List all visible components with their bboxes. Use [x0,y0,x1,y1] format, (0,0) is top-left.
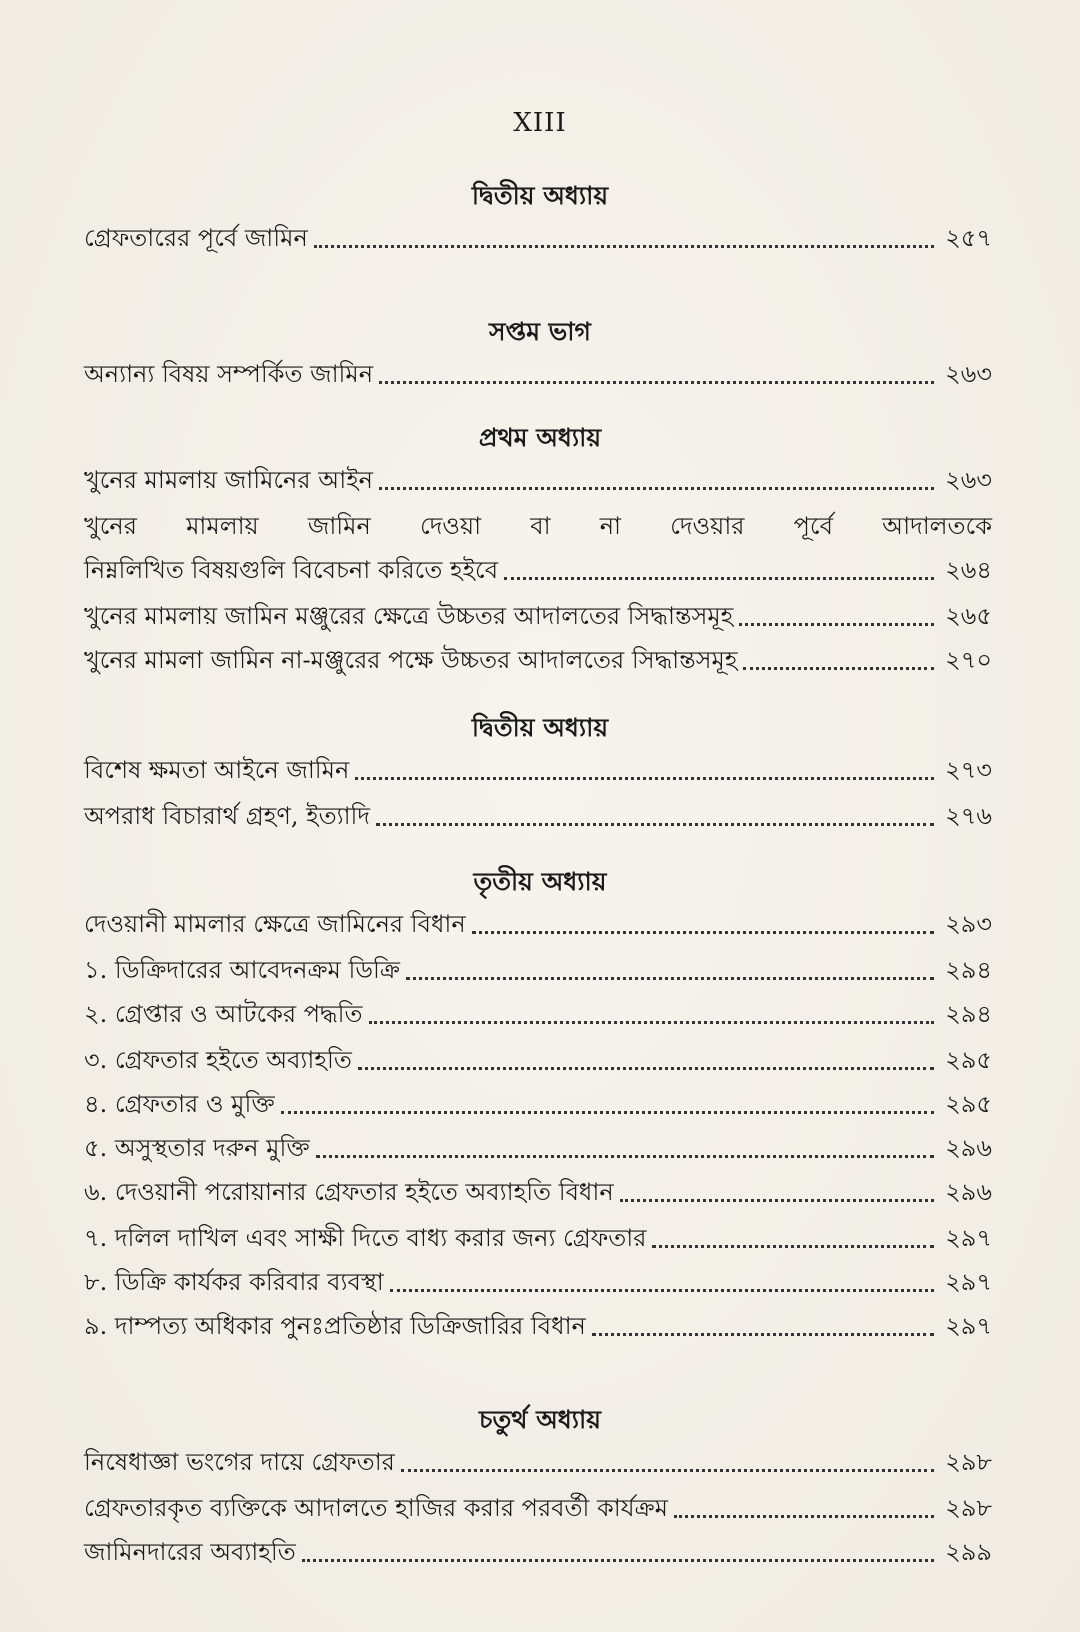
toc-entry [84,1086,992,1120]
toc-entry-page: ২৯৫ [945,1090,992,1118]
toc-entry-page: ২৯৪ [945,956,992,984]
chapter-heading: তৃতীয় অধ্যায় [473,867,607,896]
toc-entry [84,462,992,496]
toc-entry-page: ২৯৭ [945,1268,992,1296]
leader-dots [620,1198,934,1202]
toc-entry-text: খুনের মামলা জামিন না-মঞ্জুরের পক্ষে উচ্চতর আদালতের সিদ্ধান্তসমূহ [84,646,738,674]
toc-entry [84,1444,992,1478]
leader-dots [743,666,934,670]
toc-entry [84,1220,992,1254]
leader-dots [369,1020,935,1024]
toc-entry-text: অপরাধ বিচারার্থ গ্রহণ, ইত্যাদি [84,802,371,830]
chapter-heading: দ্বিতীয় অধ্যায় [471,713,609,742]
toc-entry-text: অন্যান্য বিষয় সম্পর্কিত জামিন [84,360,374,388]
toc-entry-page: ২৯৮ [945,1448,992,1476]
toc-entry-page: ২৯৬ [945,1178,992,1206]
toc-entry-text: খুনের মামলায় জামিন মঞ্জুরের ক্ষেত্রে উচ্চতর আদালতের সিদ্ধান্তসমূহ [84,602,734,630]
part-heading: সপ্তম ভাগ [489,317,591,346]
toc-entry-text: ১. ডিক্রিদারের আবেদনক্রম ডিক্রি [84,956,400,984]
toc-entry-page: ২৬৩ [945,360,992,388]
toc-entry [84,1130,992,1164]
toc-entry-page: ২৯৪ [945,1000,992,1028]
toc-entry-page: ২৯৮ [945,1494,992,1522]
toc-entry [84,220,992,254]
leader-dots [504,576,934,580]
toc-entry-page: ২৯৯ [945,1538,992,1566]
toc-entry-page: ২৬৪ [945,556,992,584]
page-number: XIII [513,108,567,138]
toc-entry-page: ২৭৬ [945,802,992,830]
leader-dots [472,930,934,934]
toc-entry-text: ২. গ্রেপ্তার ও আটকের পদ্ধতি [84,1000,363,1028]
toc-entry [84,1534,992,1568]
toc-entry-text: ৭. দলিল দাখিল এবং সাক্ষী দিতে বাধ্য করার জন্য গ্রেফতার [84,1224,647,1252]
toc-entry-text: দেওয়ানী মামলার ক্ষেত্রে জামিনের বিধান [84,910,466,938]
toc-entry [84,906,992,940]
toc-entry-text: গ্রেফতারকৃত ব্যক্তিকে আদালতে হাজির করার পরবর্তী কার্যক্রম [84,1494,668,1522]
toc-entry [84,642,992,676]
leader-dots [358,1066,934,1070]
leader-dots [316,1154,934,1158]
toc-entry [84,752,992,786]
toc-entry [84,798,992,832]
leader-dots [379,380,934,384]
toc-entry-text: ৯. দাম্পত্য অধিকার পুনঃপ্রতিষ্ঠার ডিক্রিজারির বিধান [84,1312,586,1340]
leader-dots [406,976,934,980]
toc-entry-page: ২৯৭ [945,1312,992,1340]
toc-entry [84,552,992,586]
toc-entry-page: ২৯৬ [945,1134,992,1162]
toc-entry-text: বিশেষ ক্ষমতা আইনে জামিন [84,756,350,784]
toc-entry-page: ২৬৩ [945,466,992,494]
leader-dots [401,1468,934,1472]
leader-dots [302,1558,934,1562]
toc-entry [84,996,992,1030]
toc-entry [84,1042,992,1076]
toc-entry-text: ৩. গ্রেফতার হইতে অব্যাহতি [84,1046,352,1074]
toc-entry [84,1490,992,1524]
toc-entry-page: ২৯৩ [945,910,992,938]
toc-entry [84,952,992,986]
toc-entry-text: খুনের মামলায় জামিনের আইন [84,466,374,494]
toc-entry-text: গ্রেফতারের পূর্বে জামিন [84,224,308,252]
leader-dots [739,622,934,626]
leader-dots [674,1514,934,1518]
toc-entry [84,598,992,632]
leader-dots [376,822,934,826]
toc-entry-page: ২৯৫ [945,1046,992,1074]
toc-entry-page: ২৭৩ [945,756,992,784]
toc-entry-page: ২৯৭ [945,1224,992,1252]
toc-entry [84,1174,992,1208]
leader-dots [281,1110,934,1114]
toc-entry-text: ৫. অসুস্থতার দরুন মুক্তি [84,1134,310,1162]
toc-entry [84,1308,992,1342]
chapter-heading: দ্বিতীয় অধ্যায় [471,181,609,210]
leader-dots [592,1332,934,1336]
toc-entry-text: নিষেধাজ্ঞা ভংগের দায়ে গ্রেফতার [84,1448,395,1476]
leader-dots [314,244,934,248]
leader-dots [379,486,934,490]
toc-entry-page: ২৫৭ [945,224,992,252]
toc-entry [84,1264,992,1298]
leader-dots [390,1288,934,1292]
toc-entry-text: জামিনদারের অব্যাহতি [84,1538,296,1566]
toc-entry-text: ৬. দেওয়ানী পরোয়ানার গ্রেফতার হইতে অব্যাহতি বিধান [84,1178,614,1206]
toc-entry [84,356,992,390]
chapter-heading: চতুর্থ অধ্যায় [478,1405,602,1434]
toc-entry-page: ২৭০ [945,646,992,674]
chapter-heading: প্রথম অধ্যায় [478,423,602,452]
toc-entry-text: নিম্নলিখিত বিষয়গুলি বিবেচনা করিতে হইবে [84,556,499,584]
leader-dots [652,1244,934,1248]
toc-entry-page: ২৬৫ [945,602,992,630]
toc-entry-text: ৪. গ্রেফতার ও মুক্তি [84,1090,275,1118]
leader-dots [355,776,934,780]
toc-entry-text: ৮. ডিক্রি কার্যকর করিবার ব্যবস্থা [84,1268,384,1296]
toc-entry-line: খুনের মামলায় জামিন দেওয়া বা না দেওয়ার পূর্বে আদালতকে [84,512,992,540]
